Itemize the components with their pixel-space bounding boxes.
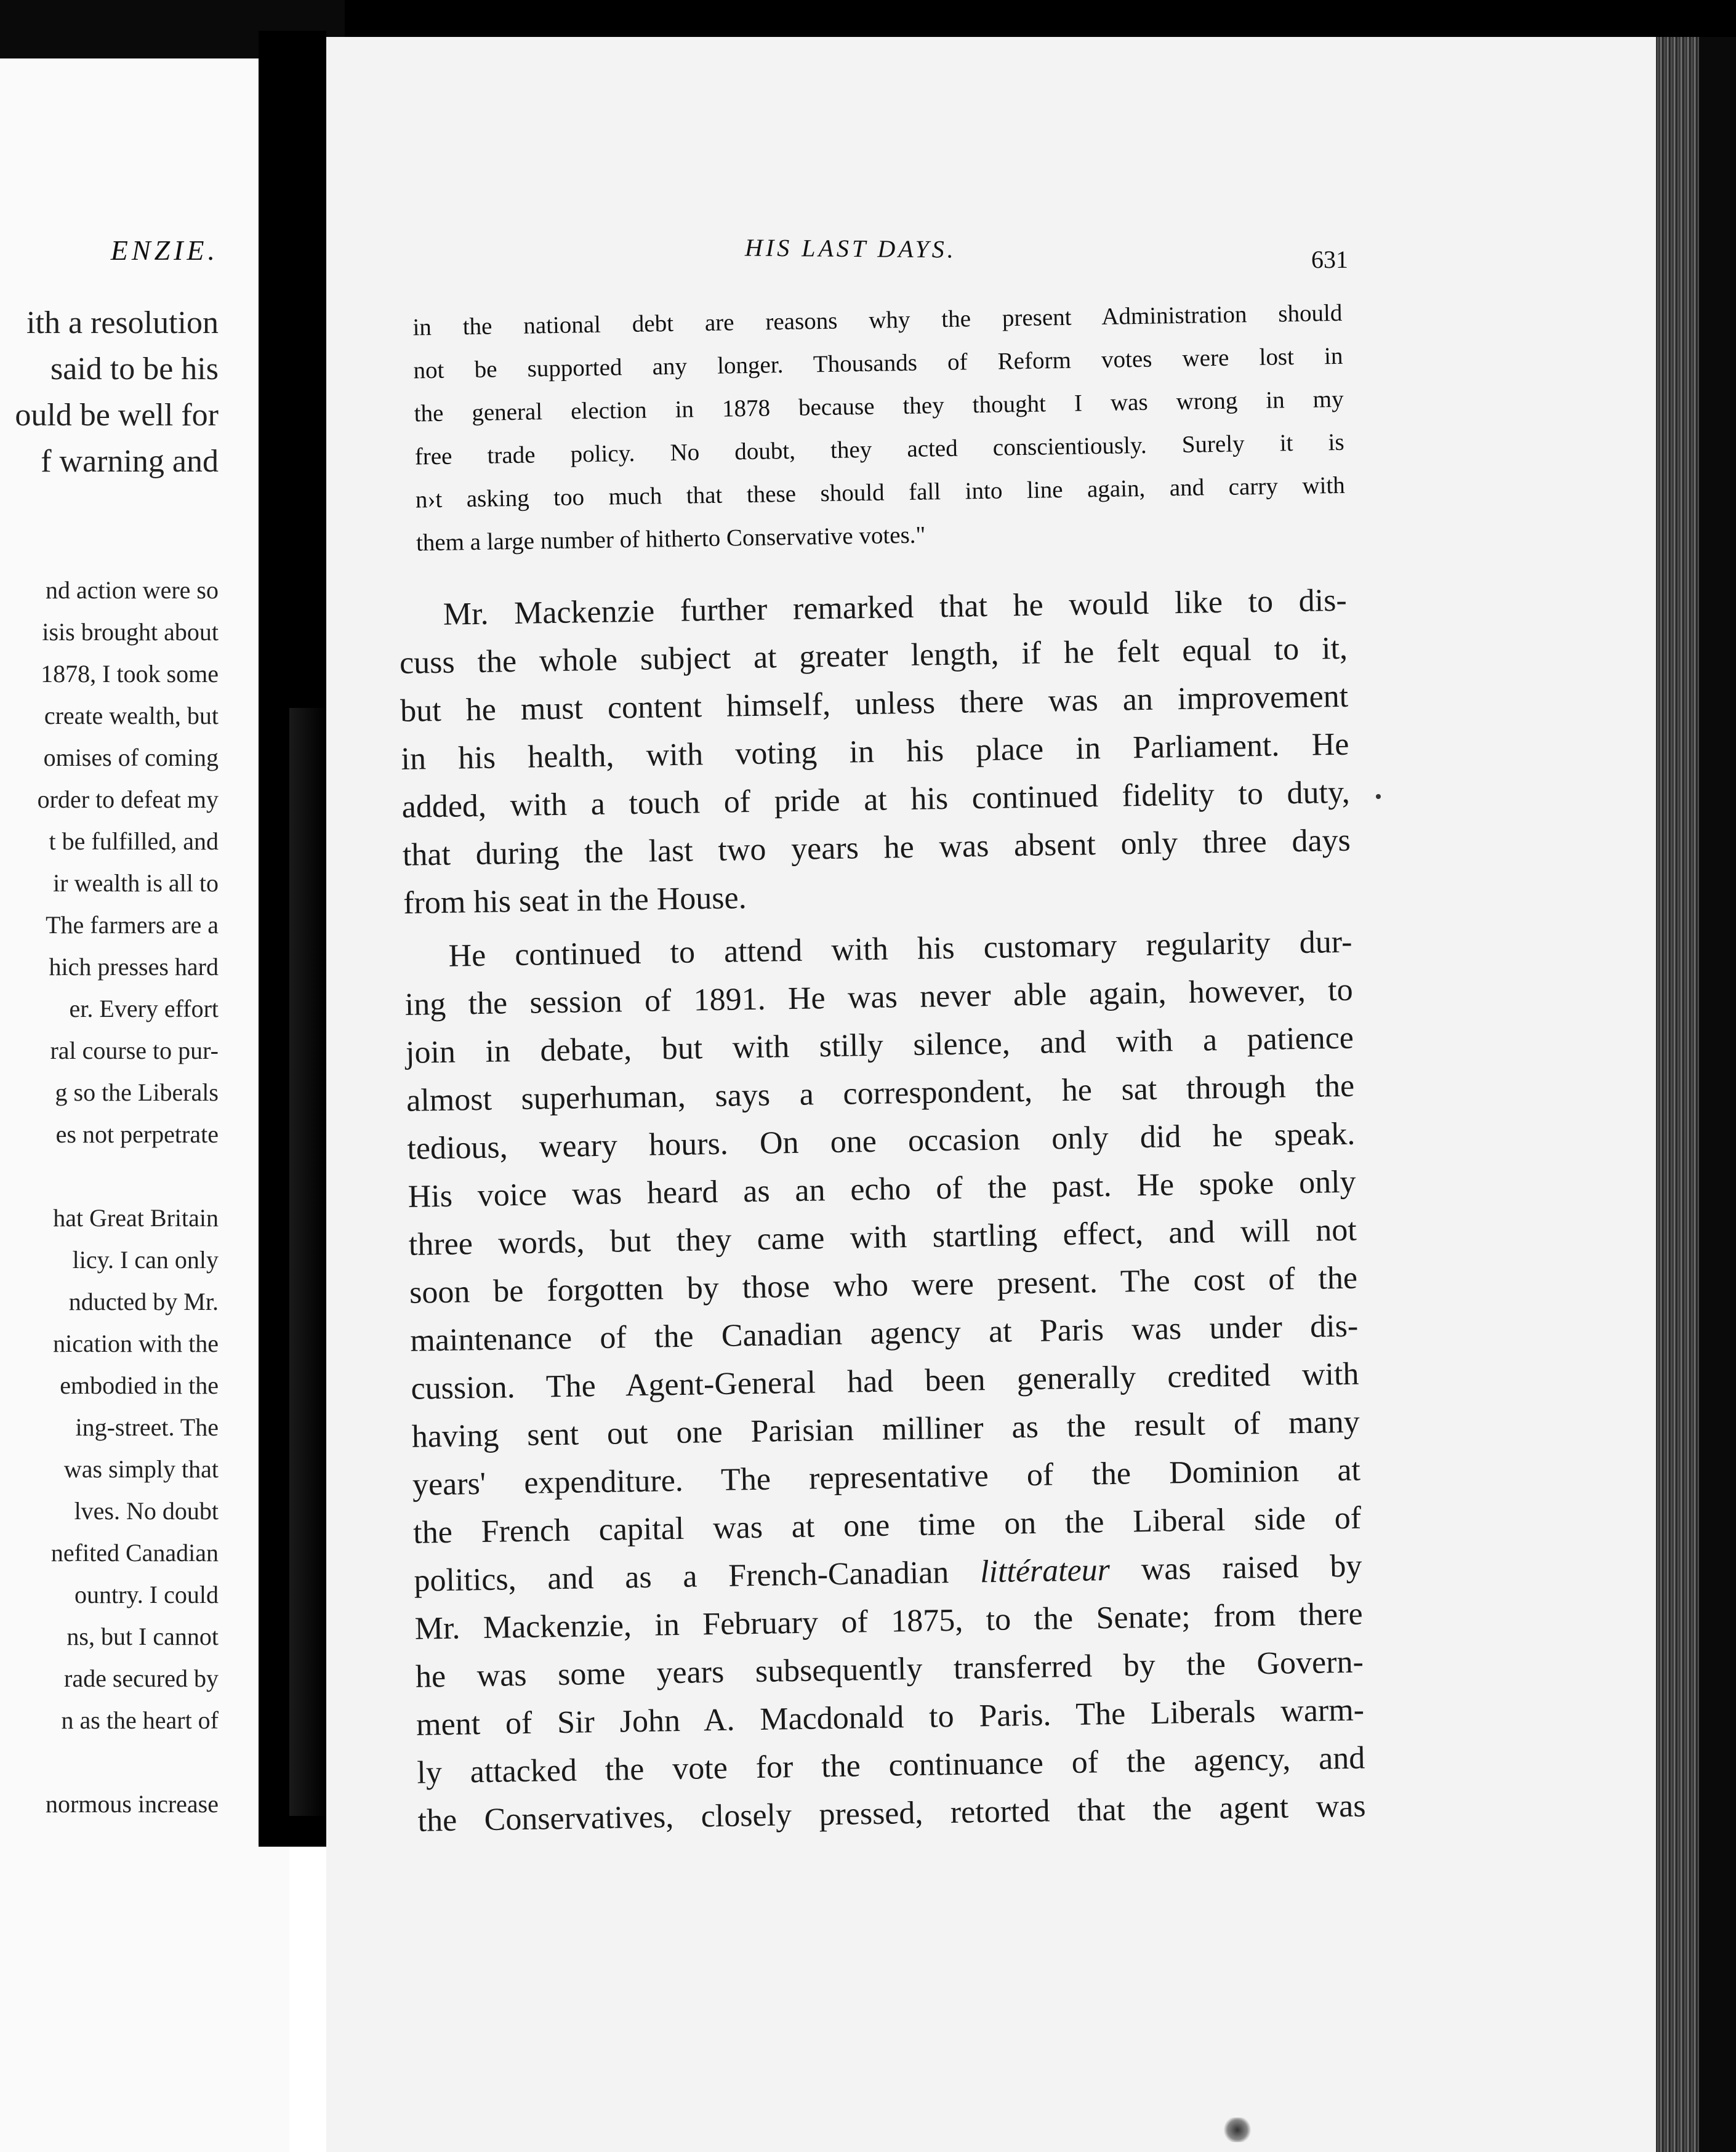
left-line: nd action were so — [45, 576, 219, 604]
paragraph-line: but he must content himself, unless there was an improvement — [400, 678, 1349, 729]
quote-line: not be supported any longer. Thousands of Reform votes were lost in — [413, 342, 1343, 384]
left-line: nefited Canadian — [50, 1539, 219, 1567]
paragraph-line: Mr. Mackenzie further remarked that he would like to dis- — [443, 582, 1348, 632]
left-line: licy. I can only — [72, 1246, 219, 1274]
italic-word-litterateur: littérateur — [979, 1552, 1111, 1590]
scan-speck — [1222, 2118, 1253, 2142]
quote-line: them a large number of hitherto Conservative votes." — [416, 521, 926, 556]
page-edge-dark — [1699, 37, 1736, 2152]
politics-text-before: politics, and as a French-Canadian — [414, 1554, 981, 1599]
paragraph-line: tedious, weary hours. On one occasion only did he speak. — [407, 1116, 1356, 1166]
book-gutter-shadow-lower — [289, 708, 326, 1816]
left-line: t be fulfilled, and — [49, 827, 219, 855]
left-line: ral course to pur- — [50, 1037, 219, 1064]
paragraph-line: He continued to attend with his customary regularity dur- — [448, 924, 1352, 974]
paragraph-line: ment of Sir John A. Macdonald to Paris. The Liberals warm- — [416, 1692, 1365, 1743]
paragraph-line: in his health, with voting in his place in Parliament. He — [401, 726, 1349, 777]
left-line: rade secured by — [64, 1664, 219, 1692]
paragraph-line: having sent out one Parisian milliner as the result of many — [411, 1404, 1360, 1455]
left-line: ir wealth is all to — [53, 869, 219, 897]
margin-mark — [1376, 794, 1381, 799]
paragraph-line: join in debate, but with stilly silence, and with a patience — [405, 1020, 1354, 1070]
paragraph-line: His voice was heard as an echo of the past. He spoke only — [408, 1164, 1356, 1215]
left-line: es not perpetrate — [55, 1120, 219, 1148]
running-head: HIS LAST DAYS. — [744, 233, 957, 263]
left-line: lves. No doubt — [74, 1497, 219, 1525]
left-line: ns, but I cannot — [66, 1623, 219, 1650]
left-line: er. Every effort — [69, 995, 219, 1022]
paragraph-line: he was some years subsequently transferred by the Govern- — [415, 1644, 1364, 1695]
left-line: was simply that — [63, 1455, 219, 1483]
left-line: f warning and — [41, 444, 219, 479]
page-number: 631 — [1311, 246, 1348, 273]
left-line: isis brought about — [42, 618, 219, 646]
quote-line: the general election in 1878 because they thought I was wrong in my — [414, 385, 1344, 427]
left-line: ith a resolution — [26, 305, 219, 340]
left-line: said to be his — [50, 351, 219, 387]
paragraph-line: maintenance of the Canadian agency at Paris was under dis- — [409, 1308, 1359, 1359]
left-line: n as the heart of — [61, 1706, 219, 1734]
quote-line: free trade policy. No doubt, they acted conscientiously. Surely it is — [414, 428, 1344, 470]
left-line: embodied in the — [60, 1371, 219, 1399]
left-line: ing-street. The — [75, 1413, 219, 1441]
left-line: ountry. I could — [74, 1581, 219, 1608]
left-line: hat Great Britain — [53, 1204, 219, 1232]
left-line: nducted by Mr. — [68, 1288, 219, 1315]
quote-line: n›t asking too much that these should fall into line again, and carry with — [415, 472, 1346, 513]
paragraph-line: cuss the whole subject at greater length, if he felt equal to it, — [399, 630, 1348, 681]
left-line: g so the Liberals — [55, 1078, 219, 1106]
politics-text-after: was raised by — [1109, 1548, 1362, 1588]
paragraph-line: added, with a touch of pride at his continued fidelity to duty, — [401, 774, 1351, 825]
left-running-head: ENZIE. — [110, 235, 219, 266]
paragraph-line: the Conservatives, closely pressed, retorted that the agent was — [417, 1788, 1366, 1839]
paragraph-line: the French capital was at one time on the Liberal side of — [412, 1500, 1362, 1551]
paragraph-line: three words, but they came with startling effect, and will not — [408, 1212, 1357, 1263]
left-facing-page — [0, 58, 289, 2152]
paragraph-line: cussion. The Agent-General had been generally credited with — [411, 1356, 1359, 1407]
left-line: nication with the — [53, 1330, 219, 1357]
left-line: ould be well for — [15, 398, 219, 433]
left-line: hich presses hard — [49, 953, 219, 981]
paragraph-line: soon be forgotten by those who were present. The cost of the — [409, 1260, 1358, 1311]
paragraph-line: that during the last two years he was absent only three days — [402, 822, 1351, 873]
quote-line: in the national debt are reasons why the present Administration should — [412, 299, 1343, 341]
paragraph-line: almost superhuman, says a correspondent, he sat through the — [406, 1068, 1355, 1118]
paragraph-line: from his seat in the House. — [403, 880, 747, 921]
paragraph-line: Mr. Mackenzie, in February of 1875, to the Senate; from there — [414, 1596, 1363, 1647]
paragraph-line: years' expenditure. The representative of the Dominion at — [412, 1452, 1361, 1503]
left-line: 1878, I took some — [41, 660, 219, 688]
left-line: normous increase — [45, 1790, 219, 1818]
paragraph-line: ly attacked the vote for the continuance of the agency, and — [416, 1740, 1365, 1791]
left-line: The farmers are a — [46, 911, 219, 939]
left-line: create wealth, but — [44, 702, 219, 729]
paragraph-line: ing the session of 1891. He was never able again, however, to — [404, 972, 1354, 1022]
left-line: omises of coming — [43, 744, 219, 771]
left-line: order to defeat my — [37, 785, 219, 813]
